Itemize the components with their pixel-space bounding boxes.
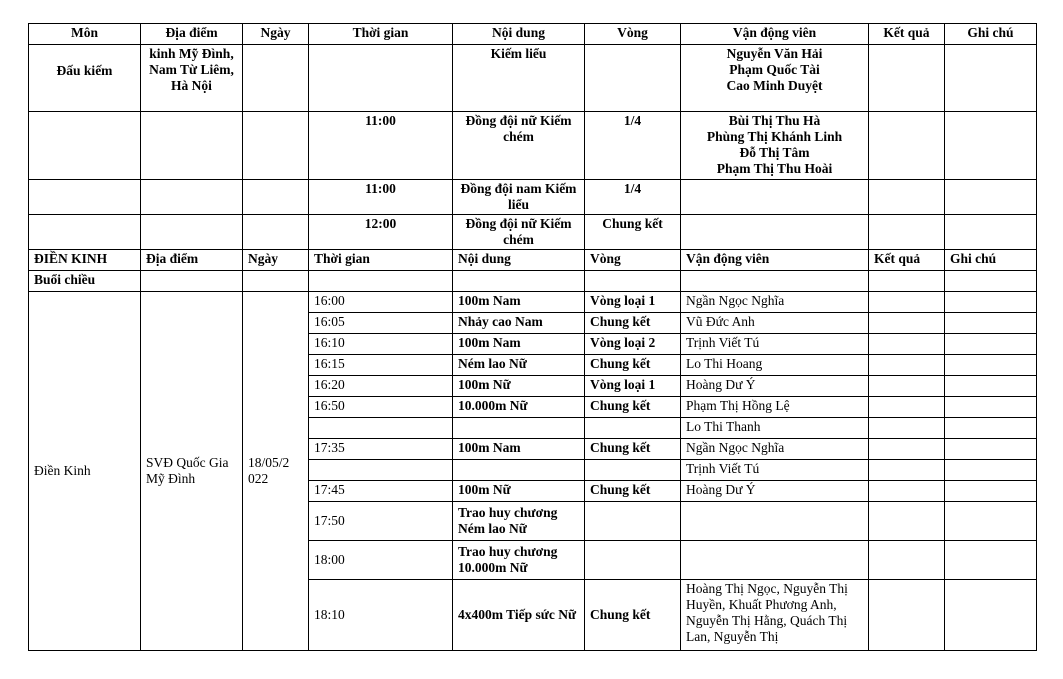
round-cell <box>585 45 681 112</box>
note-cell <box>945 355 1037 376</box>
round-cell: Chung kết <box>585 580 681 651</box>
athletes-cell <box>681 180 869 215</box>
time-cell: 11:00 <box>309 112 453 180</box>
result-cell <box>869 541 945 580</box>
table-row <box>29 292 1037 313</box>
round-cell: Chung kết <box>585 215 681 250</box>
round-cell <box>585 460 681 481</box>
event-cell: 100m Nữ <box>453 481 585 502</box>
round-cell: Chung kết <box>585 481 681 502</box>
note-cell <box>945 112 1037 180</box>
col-header-ket-qua: Kết quả <box>869 24 945 45</box>
result-cell <box>869 355 945 376</box>
round-cell: Chung kết <box>585 397 681 418</box>
header-row <box>29 24 1037 45</box>
result-cell <box>869 180 945 215</box>
athlete-name: Cao Minh Duyệt <box>726 78 823 93</box>
venue-cell <box>141 180 243 215</box>
session-label: Buổi chiều <box>29 271 141 292</box>
table-row <box>29 45 1037 112</box>
event-cell: 100m Nữ <box>453 376 585 397</box>
athlete-cell: Lo Thi Hoang <box>681 355 869 376</box>
empty-cell <box>869 271 945 292</box>
event-cell: 100m Nam <box>453 334 585 355</box>
athlete-cell: Trịnh Viết Tú <box>681 334 869 355</box>
athlete-cell: Phạm Thị Hồng Lệ <box>681 397 869 418</box>
result-cell <box>869 418 945 439</box>
col-header-ghi-chu: Ghi chú <box>945 250 1037 271</box>
round-cell: Vòng loại 1 <box>585 292 681 313</box>
empty-cell <box>681 271 869 292</box>
athletes-cell <box>681 112 869 180</box>
empty-cell <box>141 271 243 292</box>
result-cell <box>869 481 945 502</box>
date-cell <box>243 180 309 215</box>
round-cell: Vòng loại 1 <box>585 376 681 397</box>
result-cell <box>869 292 945 313</box>
sport-cell <box>29 112 141 180</box>
athletics-title: ĐIỀN KINH <box>29 250 141 271</box>
time-cell: 18:00 <box>309 541 453 580</box>
result-cell <box>869 439 945 460</box>
date-cell <box>243 45 309 112</box>
col-header-mon: Môn <box>29 24 141 45</box>
note-cell <box>945 292 1037 313</box>
athlete-cell: Trịnh Viết Tú <box>681 460 869 481</box>
sport-cell <box>29 180 141 215</box>
note-cell <box>945 334 1037 355</box>
event-cell: Ném lao Nữ <box>453 355 585 376</box>
athlete-list: Hoàng Thị Ngọc, Nguyễn Thị Huyền, Khuất Phương Anh, Nguyễn Thị Hằng, Quách Thị Lan, Nguyễn Thị <box>686 581 848 644</box>
col-header-vdv: Vận động viên <box>681 24 869 45</box>
round-cell <box>585 541 681 580</box>
col-header-noi-dung: Nội dung <box>453 250 585 271</box>
col-header-noi-dung: Nội dung <box>453 24 585 45</box>
event-cell: Kiếm liểu <box>453 45 585 112</box>
result-cell <box>869 502 945 541</box>
empty-cell <box>243 271 309 292</box>
athletics-header-row <box>29 250 1037 271</box>
event-cell: 4x400m Tiếp sức Nữ <box>453 580 585 651</box>
event-cell: Đồng đội nam Kiếm liểu <box>453 180 585 215</box>
sport-cell: Điền Kinh <box>29 292 141 651</box>
time-cell: 16:20 <box>309 376 453 397</box>
round-cell: Chung kết <box>585 355 681 376</box>
round-cell: Chung kết <box>585 313 681 334</box>
time-cell <box>309 418 453 439</box>
venue-cell <box>141 112 243 180</box>
note-cell <box>945 376 1037 397</box>
sport-cell: Đấu kiếm <box>29 45 141 112</box>
note-cell <box>945 313 1037 334</box>
time-cell: 17:50 <box>309 502 453 541</box>
result-cell <box>869 45 945 112</box>
col-header-ket-qua: Kết quả <box>869 250 945 271</box>
venue-cell: kinh Mỹ Đình, Nam Từ Liêm, Hà Nội <box>141 45 243 112</box>
result-cell <box>869 215 945 250</box>
round-cell: Chung kết <box>585 439 681 460</box>
session-row <box>29 271 1037 292</box>
time-cell: 16:00 <box>309 292 453 313</box>
round-cell: 1/4 <box>585 112 681 180</box>
col-header-ngay: Ngày <box>243 250 309 271</box>
round-cell <box>585 502 681 541</box>
time-cell: 17:35 <box>309 439 453 460</box>
note-cell <box>945 397 1037 418</box>
result-cell <box>869 580 945 651</box>
table-row <box>29 215 1037 250</box>
note-cell <box>945 502 1037 541</box>
result-cell <box>869 112 945 180</box>
athlete-cell <box>681 580 869 651</box>
event-cell: Trao huy chương 10.000m Nữ <box>453 541 585 580</box>
time-cell: 17:45 <box>309 481 453 502</box>
col-header-thoi-gian: Thời gian <box>309 250 453 271</box>
col-header-vong: Vòng <box>585 250 681 271</box>
time-cell <box>309 460 453 481</box>
event-cell: Nhảy cao Nam <box>453 313 585 334</box>
time-cell: 16:10 <box>309 334 453 355</box>
note-cell <box>945 580 1037 651</box>
note-cell <box>945 45 1037 112</box>
date-cell <box>243 215 309 250</box>
event-cell: Đồng đội nữ Kiếm chém <box>453 215 585 250</box>
athlete-cell: Vũ Đức Anh <box>681 313 869 334</box>
athlete-name: Phạm Thị Thu Hoài <box>716 161 833 176</box>
time-cell: 18:10 <box>309 580 453 651</box>
round-cell: Vòng loại 2 <box>585 334 681 355</box>
time-cell: 16:05 <box>309 313 453 334</box>
table-row <box>29 180 1037 215</box>
note-cell <box>945 215 1037 250</box>
round-cell: 1/4 <box>585 180 681 215</box>
result-cell <box>869 376 945 397</box>
result-cell <box>869 460 945 481</box>
time-cell: 11:00 <box>309 180 453 215</box>
time-cell <box>309 45 453 112</box>
athletes-cell <box>681 215 869 250</box>
time-cell: 12:00 <box>309 215 453 250</box>
event-cell: Đồng đội nữ Kiếm chém <box>453 112 585 180</box>
empty-cell <box>585 271 681 292</box>
athletes-cell <box>681 45 869 112</box>
schedule-table <box>28 23 1037 651</box>
event-cell: 100m Nam <box>453 292 585 313</box>
col-header-ngay: Ngày <box>243 24 309 45</box>
result-cell <box>869 313 945 334</box>
round-cell <box>585 418 681 439</box>
event-cell <box>453 460 585 481</box>
col-header-dia-diem: Địa điểm <box>141 24 243 45</box>
athlete-cell: Hoàng Dư Ý <box>681 376 869 397</box>
venue-cell <box>141 215 243 250</box>
venue-cell: SVĐ Quốc Gia Mỹ Đình <box>141 292 243 651</box>
col-header-ghi-chu: Ghi chú <box>945 24 1037 45</box>
athlete-name: Phùng Thị Khánh Linh <box>706 129 843 144</box>
note-cell <box>945 460 1037 481</box>
date-cell: 18/05/2 022 <box>243 292 309 651</box>
time-cell: 16:50 <box>309 397 453 418</box>
event-cell <box>453 418 585 439</box>
athlete-name: Phạm Quốc Tài <box>729 62 820 77</box>
athlete-cell <box>681 502 869 541</box>
note-cell <box>945 180 1037 215</box>
event-cell: 10.000m Nữ <box>453 397 585 418</box>
result-cell <box>869 397 945 418</box>
athlete-cell: Hoàng Dư Ý <box>681 481 869 502</box>
note-cell <box>945 481 1037 502</box>
event-cell: Trao huy chương Ném lao Nữ <box>453 502 585 541</box>
col-header-thoi-gian: Thời gian <box>309 24 453 45</box>
athlete-name: Nguyễn Văn Hải <box>726 46 823 61</box>
empty-cell <box>309 271 453 292</box>
col-header-dia-diem: Địa điểm <box>141 250 243 271</box>
athlete-cell: Ngần Ngọc Nghĩa <box>681 439 869 460</box>
empty-cell <box>453 271 585 292</box>
athlete-cell: Lo Thi Thanh <box>681 418 869 439</box>
event-cell: 100m Nam <box>453 439 585 460</box>
note-cell <box>945 439 1037 460</box>
note-cell <box>945 418 1037 439</box>
sport-cell <box>29 215 141 250</box>
empty-cell <box>945 271 1037 292</box>
table-row <box>29 112 1037 180</box>
athlete-name: Đỗ Thị Tâm <box>739 145 810 160</box>
result-cell <box>869 334 945 355</box>
col-header-vdv: Vận động viên <box>681 250 869 271</box>
athlete-cell <box>681 541 869 580</box>
athlete-name: Bùi Thị Thu Hà <box>728 113 821 128</box>
date-cell <box>243 112 309 180</box>
note-cell <box>945 541 1037 580</box>
time-cell: 16:15 <box>309 355 453 376</box>
col-header-vong: Vòng <box>585 24 681 45</box>
athlete-cell: Ngần Ngọc Nghĩa <box>681 292 869 313</box>
